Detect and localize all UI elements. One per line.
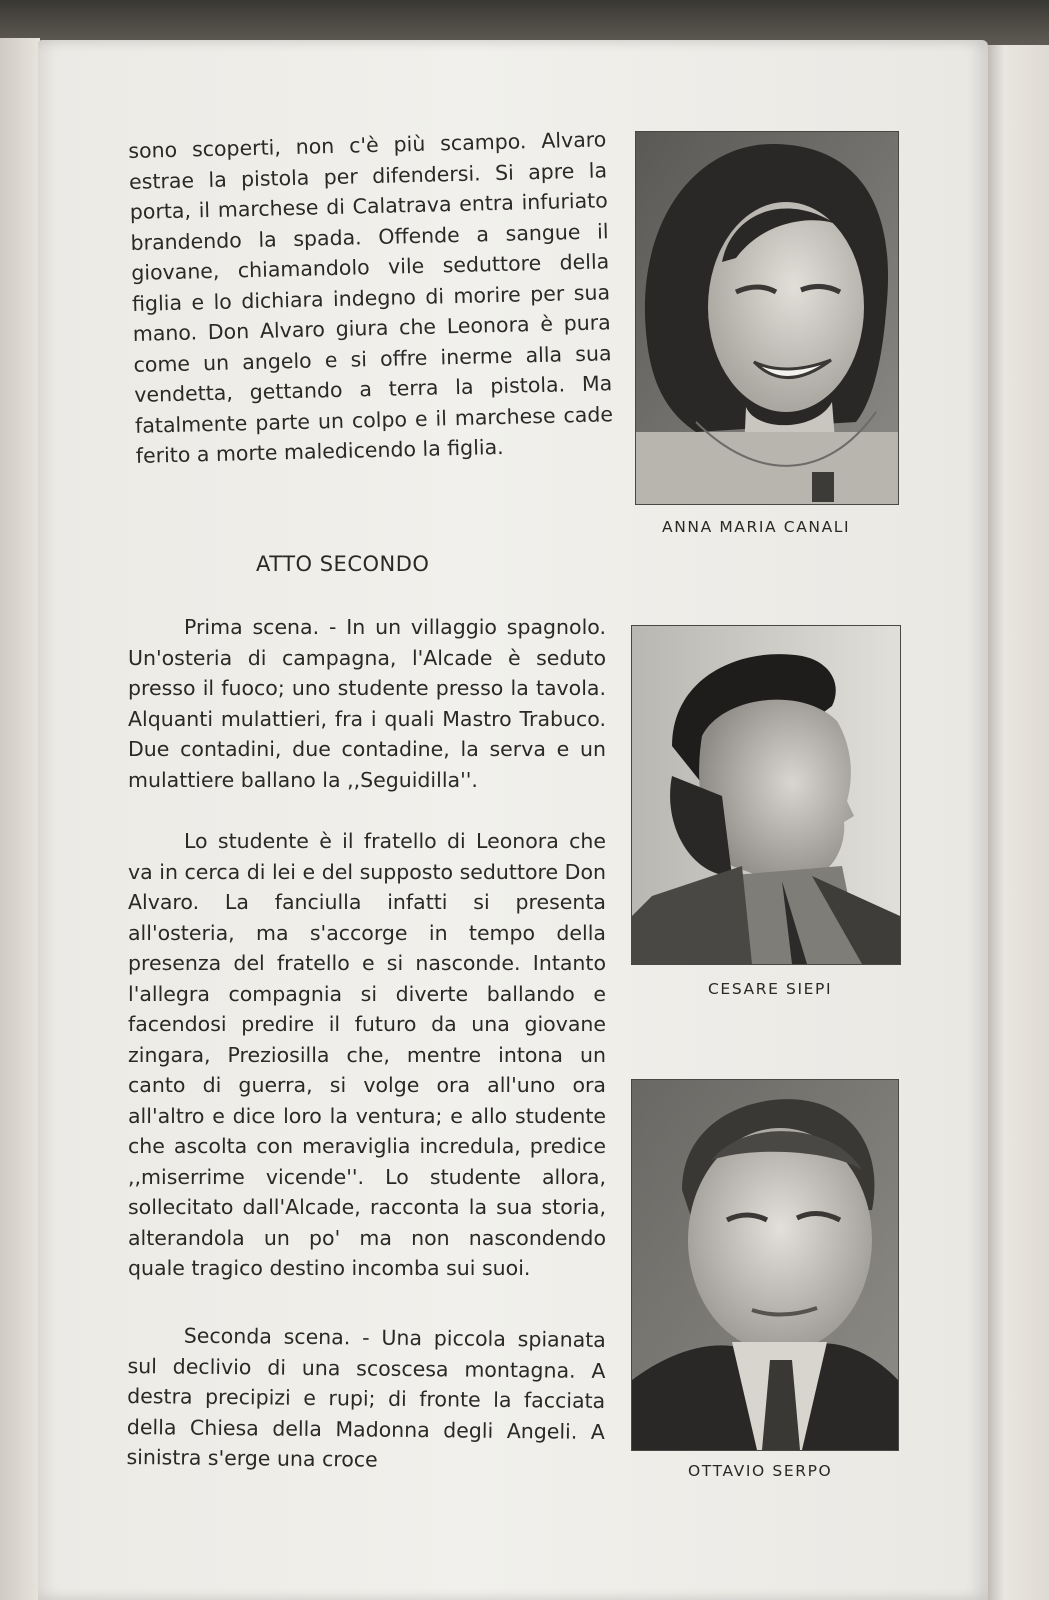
paragraph-2 bbox=[128, 612, 606, 795]
paragraph-3-text: Lo studente è il fratello di Leonora che va in cerca di lei e del supposto seduttore Don Alvaro. La fanciulla infatti si presenta all'osteria, ma s'accorge in tempo della presenza del fratello e si nasconde. Intanto l'allegra compagnia si diverte ballando e facendosi predire il futuro da una giovane zingara, Preziosilla che, mentre intona un canto di guerra, si volge ora all'uno ora all'altro e dice loro la ventura; e allo studente che ascolta con meraviglia incredula, predice ,,miserrime vicende''. Lo studente allora, sollecitato dall'Alcade, racconta la sua storia, alterandola un po' ma non nascondendo quale tragico destino incomba sui suoi. bbox=[128, 829, 606, 1280]
caption-siepi: CESARE SIEPI bbox=[708, 980, 833, 998]
next-page-edge bbox=[985, 45, 1049, 1600]
portrait-photo-canali bbox=[636, 132, 898, 504]
portrait-man-profile-image bbox=[632, 626, 900, 964]
portrait-older-man-image bbox=[632, 1080, 898, 1450]
section-heading: ATTO SECONDO bbox=[256, 552, 430, 576]
portrait-photo-serpo bbox=[632, 1080, 898, 1450]
portrait-photo-siepi bbox=[632, 626, 900, 964]
paragraph-3 bbox=[128, 826, 606, 1284]
portrait-woman-image bbox=[636, 132, 898, 504]
paragraph-1-text: sono scoperti, non c'è più scampo. Alvaro estrae la pistola per difendersi. Si apre la porta, il marchese di Calatrava entra infuriato brandendo la spada. Offende a sangue il giovane, chiamandolo vile seduttore della figlia e lo dichiara indegno di morire per sua mano. Don Alvaro giura che Leonora è pura come un angelo e si offre inerme alla sua vendetta, gettando a terra la pistola. Ma fatalmente parte un colpo e il marchese cade ferito a morte maledicendo la figlia. bbox=[128, 127, 614, 468]
caption-serpo: OTTAVIO SERPO bbox=[688, 1462, 833, 1480]
previous-page-edge bbox=[0, 38, 40, 1600]
paragraph-4-text: Seconda scena. - Una piccola spianata sul declivio di una scoscesa montagna. A destra precipizi e rupi; di fronte la facciata della Chiesa della Madonna degli Angeli. A sinistra s'erge una croce bbox=[126, 1323, 606, 1472]
paragraph-2-text: Prima scena. - In un villaggio spagnolo. Un'osteria di campagna, l'Alcade è seduto presso il fuoco; uno studente presso la tavola. Alquanti mulattieri, fra i quali Mastro Trabuco. Due contadini, due contadine, la serva e un mulattiere ballano la ,,Seguidilla''. bbox=[128, 615, 606, 792]
paragraph-4 bbox=[126, 1320, 606, 1477]
paragraph-1 bbox=[128, 124, 614, 471]
caption-canali: ANNA MARIA CANALI bbox=[662, 518, 851, 536]
